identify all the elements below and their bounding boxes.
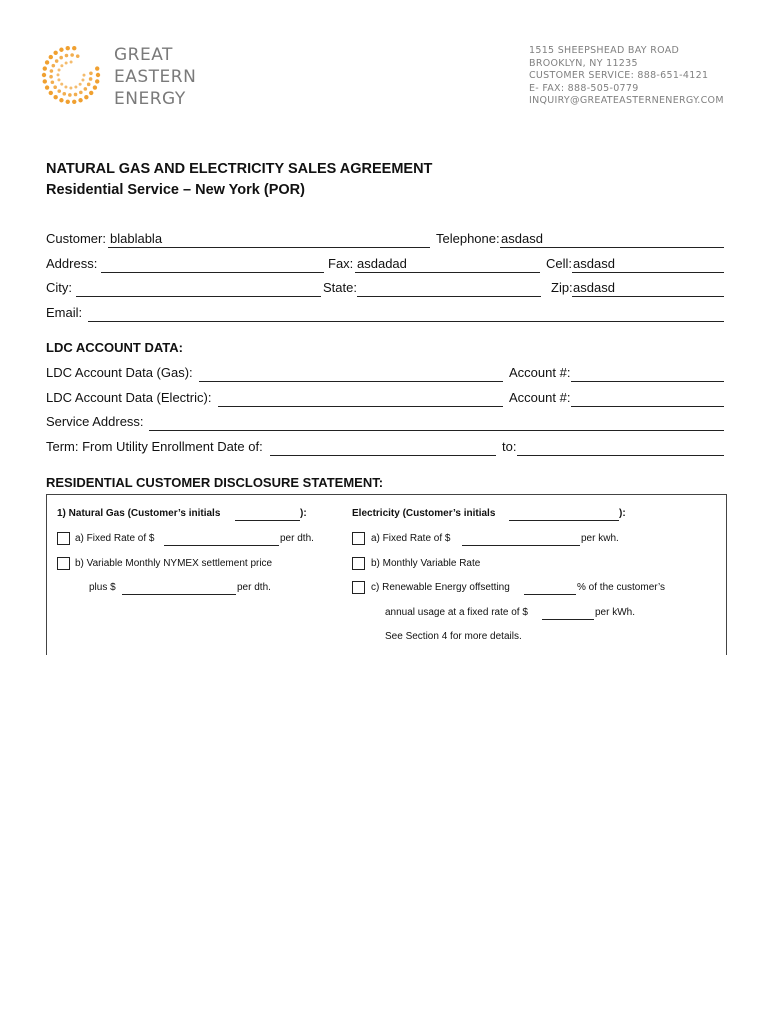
company-logo — [40, 40, 210, 112]
logo-dot — [59, 98, 63, 102]
logo-dot — [57, 73, 60, 76]
zip-value: asdasd — [573, 280, 615, 295]
logo-dot — [95, 79, 99, 83]
company-name — [114, 44, 196, 110]
logo-dot — [84, 95, 88, 99]
logo-dot — [72, 46, 76, 50]
electric-renewable-label: c) Renewable Energy offsetting — [371, 582, 510, 593]
contact-email[interactable]: INQUIRY@GREATEASTERNENERGY.COM — [529, 95, 724, 107]
electric-heading-end: ): — [619, 508, 626, 519]
logo-dot — [52, 64, 56, 68]
contact-phone: CUSTOMER SERVICE: 888-651-4121 — [529, 70, 709, 82]
electric-fixed-rate-checkbox[interactable] — [352, 532, 365, 545]
logo-dot — [69, 87, 72, 90]
electric-renewable-percent-label: % of the customer’s — [577, 582, 666, 593]
logo-dot — [60, 64, 63, 67]
gas-fixed-rate-field[interactable] — [164, 545, 279, 546]
gas-heading-end: ): — [300, 508, 307, 519]
gas-variable-adder-field[interactable] — [122, 594, 236, 595]
logo-dot — [49, 75, 53, 79]
electric-heading: Electricity (Customer’s initials — [352, 508, 496, 519]
cell-value: asdasd — [573, 256, 615, 271]
sunburst-logo-icon — [40, 40, 110, 112]
state-field[interactable] — [357, 296, 541, 297]
email-field[interactable] — [88, 321, 724, 322]
document-subtitle: Residential Service – New York (POR) — [46, 182, 305, 198]
logo-dot — [89, 91, 93, 95]
contact-fax: E- FAX: 888-505-0779 — [529, 82, 639, 94]
ldc-gas-label: LDC Account Data (Gas): — [46, 365, 193, 380]
zip-field[interactable] — [572, 296, 724, 297]
electric-initials-field[interactable] — [509, 520, 619, 521]
gas-initials-field[interactable] — [235, 520, 300, 521]
logo-dot — [72, 100, 76, 104]
logo-dot — [60, 83, 63, 86]
electric-fixed-rate-unit: per kwh. — [581, 533, 619, 544]
electric-renewable-rate-field[interactable] — [542, 619, 594, 620]
term-start-field[interactable] — [270, 455, 496, 456]
ldc-heading: LDC ACCOUNT DATA: — [46, 340, 183, 355]
electric-account-field[interactable] — [571, 406, 724, 407]
electric-variable-checkbox[interactable] — [352, 557, 365, 570]
logo-dot — [84, 87, 88, 91]
ldc-electric-field[interactable] — [218, 406, 503, 407]
logo-dot — [79, 83, 82, 86]
logo-dot — [89, 71, 93, 75]
gas-variable-label: b) Variable Monthly NYMEX settlement price — [75, 558, 273, 569]
logo-dot — [70, 61, 73, 64]
fax-label: Fax: — [328, 256, 354, 271]
logo-dot — [78, 98, 82, 102]
logo-dot — [87, 83, 91, 87]
logo-dot — [50, 69, 54, 73]
cell-field[interactable] — [572, 272, 724, 273]
address-field[interactable] — [101, 272, 324, 273]
logo-dot — [57, 78, 60, 81]
fax-value: asdadad — [357, 256, 407, 271]
contact-address: 1515 SHEEPSHEAD BAY ROAD — [529, 45, 680, 56]
logo-dot — [74, 86, 77, 89]
telephone-field[interactable] — [500, 247, 724, 248]
logo-dot — [83, 74, 86, 77]
term-end-field[interactable] — [517, 455, 724, 456]
logo-dot — [43, 66, 47, 70]
disclosure-heading: RESIDENTIAL CUSTOMER DISCLOSURE STATEMENT: — [46, 475, 384, 490]
electric-renewable-note: See Section 4 for more details. — [385, 631, 522, 642]
logo-dot — [95, 66, 99, 70]
logo-dot — [49, 55, 53, 59]
logo-dot — [42, 73, 46, 77]
electric-renewable-rate-unit: per kWh. — [595, 607, 636, 618]
gas-fixed-rate-unit: per dth. — [280, 533, 314, 544]
contact-city: BROOKLYN, NY 11235 — [529, 57, 638, 69]
logo-dot — [45, 85, 49, 89]
ldc-gas-field[interactable] — [199, 381, 503, 382]
electric-renewable-percent-field[interactable] — [524, 594, 576, 595]
logo-dot — [59, 56, 63, 60]
logo-dot — [79, 91, 83, 95]
service-address-label: Service Address: — [46, 414, 144, 429]
logo-dot — [45, 60, 49, 64]
logo-dot — [53, 95, 57, 99]
service-address-field[interactable] — [149, 430, 724, 431]
gas-variable-unit: per dth. — [237, 582, 271, 593]
gas-account-field[interactable] — [571, 381, 724, 382]
city-label: City: — [46, 280, 72, 295]
logo-dot — [43, 79, 47, 83]
logo-dot — [74, 93, 78, 97]
telephone-label: Telephone: — [436, 231, 500, 246]
logo-dot — [53, 51, 57, 55]
logo-dot — [64, 85, 67, 88]
logo-dot — [70, 53, 74, 57]
gas-variable-plus-label: plus $ — [89, 582, 116, 593]
gas-variable-checkbox[interactable] — [57, 557, 70, 570]
electric-account-label: Account #: — [509, 390, 571, 405]
logo-dot — [49, 91, 53, 95]
fax-field[interactable] — [355, 272, 540, 273]
electric-fixed-rate-label: a) Fixed Rate of $ — [371, 533, 451, 544]
company-contact — [529, 45, 724, 108]
logo-dot — [51, 80, 55, 84]
electric-fixed-rate-field[interactable] — [462, 545, 580, 546]
electric-variable-label: b) Monthly Variable Rate — [371, 558, 481, 569]
telephone-value: asdasd — [501, 231, 543, 246]
logo-dot — [53, 85, 57, 89]
logo-dot — [58, 68, 61, 71]
logo-dot — [68, 93, 72, 97]
gas-account-label: Account #: — [509, 365, 571, 380]
customer-label: Customer: — [46, 231, 106, 246]
term-to-label: to: — [502, 439, 517, 454]
logo-dot — [65, 54, 69, 58]
company-name-line: ENERGY — [114, 89, 186, 109]
electric-renewable-rate-label: annual usage at a fixed rate of $ — [385, 607, 528, 618]
city-field[interactable] — [76, 296, 321, 297]
logo-dot — [66, 46, 70, 50]
logo-dot — [89, 77, 93, 81]
address-label: Address: — [46, 256, 98, 271]
state-label: State: — [323, 280, 357, 295]
gas-fixed-rate-label: a) Fixed Rate of $ — [75, 533, 155, 544]
ldc-electric-label: LDC Account Data (Electric): — [46, 390, 212, 405]
cell-label: Cell: — [546, 256, 573, 271]
customer-field[interactable] — [108, 247, 430, 248]
logo-dot — [59, 48, 63, 52]
logo-dot — [93, 85, 97, 89]
logo-dot — [55, 59, 59, 63]
logo-dot — [65, 61, 68, 64]
logo-dot — [81, 79, 84, 82]
customer-value: blablabla — [110, 231, 163, 246]
logo-dot — [62, 92, 66, 96]
company-name-line: EASTERN — [114, 67, 197, 87]
email-label: Email: — [46, 305, 83, 320]
logo-dot — [76, 54, 80, 58]
document-title: NATURAL GAS AND ELECTRICITY SALES AGREEMENT — [46, 161, 433, 177]
gas-fixed-rate-checkbox[interactable] — [57, 532, 70, 545]
logo-dot — [96, 73, 100, 77]
logo-dot — [66, 100, 70, 104]
logo-dot — [57, 89, 61, 93]
electric-renewable-checkbox[interactable] — [352, 581, 365, 594]
gas-heading: 1) Natural Gas (Customer’s initials — [57, 508, 221, 519]
zip-label: Zip: — [551, 280, 573, 295]
term-label: Term: From Utility Enrollment Date of: — [46, 439, 263, 454]
company-name-line: GREAT — [114, 45, 173, 65]
